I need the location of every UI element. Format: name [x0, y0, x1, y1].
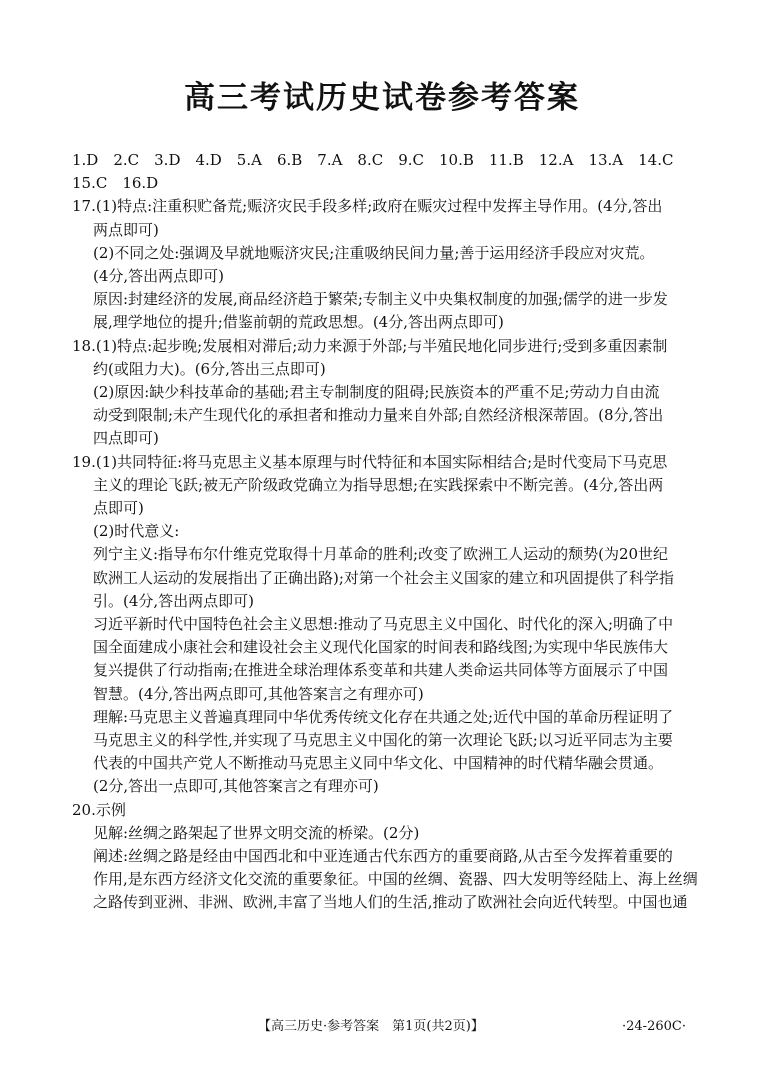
text-line: 点即可): [93, 499, 144, 517]
text-line: (2)不同之处:强调及早就地赈济灾民;注重吸纳民间力量;善于运用经济手段应对灾荒。: [93, 243, 655, 262]
text-line: 15.C 16.D: [72, 174, 159, 193]
footer-page-info: 【高三历史·参考答案 第1页(共2页)】: [258, 1019, 484, 1034]
text-line: 理解:马克思主义普遍真理同中华优秀传统文化存在共通之处;近代中国的革命历程证明了: [93, 707, 674, 726]
text-line: 1.D 2.C 3.D 4.D 5.A 6.B 7.A 8.C 9.C 10.B 11.B 12.A 13.A 14.C: [72, 151, 674, 169]
text-line: 马克思主义的科学性,并实现了马克思主义中国化的第一次理论飞跃;以习近平同志为主要: [93, 731, 673, 749]
text-line: (2分,答出一点即可,其他答案言之有理亦可): [93, 777, 379, 796]
text-line: 代表的中国共产党人不断推动马克思主义同中华文化、中国精神的时代精华融会贯通。: [93, 754, 664, 773]
page-title: 高三考试历史试卷参考答案: [184, 80, 580, 116]
text-line: 17.(1)特点:注重积贮备荒;赈济灾民手段多样;政府在赈灾过程中发挥主导作用。(4分,答出: [72, 197, 663, 216]
text-line: 20.示例: [72, 800, 126, 819]
text-line: 智慧。(4分,答出两点即可,其他答案言之有理亦可): [93, 684, 424, 703]
text-line: 主义的理论飞跃;被无产阶级政党确立为指导思想;在实践探索中不断完善。(4分,答出两: [93, 475, 664, 494]
text-line: (4分,答出两点即可): [93, 267, 225, 285]
text-line: 国全面建成小康社会和建设社会主义现代化国家的时间表和路线图;为实现中华民族伟大: [93, 638, 669, 657]
text-line: 四点即可): [93, 429, 159, 448]
text-line: 作用,是东西方经济文化交流的重要象征。中国的丝绸、瓷器、四大发明等经陆上、海上丝绸: [93, 870, 698, 889]
text-line: 复兴提供了行动指南;在推进全球治理体系变革和共建人类命运共同体等方面展示了中国: [93, 661, 669, 680]
text-line: 习近平新时代中国特色社会主义思想:推动了马克思主义中国化、时代化的深入;明确了中: [93, 615, 674, 633]
text-line: 约(或阻力大)。(6分,答出三点即可): [93, 359, 326, 378]
footer-code: ·24-260C·: [622, 1019, 686, 1034]
text-line: 动受到限制;未产生现代化的承担者和推动力量来自外部;自然经济根深蒂固。(8分,答出: [93, 406, 664, 425]
text-line: 列宁主义:指导布尔什维克党取得十月革命的胜利;改变了欧洲工人运动的颓势(为20世纪: [93, 545, 669, 564]
text-line: (2)时代意义:: [93, 522, 180, 541]
text-line: (2)原因:缺少科技革命的基础;君主专制制度的阻碍;民族资本的严重不足;劳动力自由流: [93, 383, 660, 401]
text-line: 18.(1)特点:起步晚;发展相对滞后;动力来源于外部;与半殖民地化同步进行;受到多重因素制: [72, 336, 668, 355]
text-line: 之路传到亚洲、非洲、欧洲,丰富了当地人们的生活,推动了欧洲社会向近代转型。中国也通: [93, 893, 688, 912]
text-line: 引。(4分,答出两点即可): [93, 591, 255, 610]
text-line: 阐述:丝绸之路是经由中国西北和中亚连通古代东西方的重要商路,从古至今发挥着重要的: [93, 847, 673, 865]
text-line: 欧洲工人运动的发展指出了正确出路);对第一个社会主义国家的建立和巩固提供了科学指: [93, 568, 674, 587]
text-line: 展,理学地位的提升;借鉴前朝的荒政思想。(4分,答出两点即可): [93, 313, 504, 332]
text-line: 见解:丝绸之路架起了世界文明交流的桥梁。(2分): [93, 823, 420, 842]
text-line: 原因:封建经济的发展,商品经济趋于繁荣;专制主义中央集权制度的加强;儒学的进一步发: [93, 290, 668, 309]
text-line: 两点即可): [93, 220, 159, 239]
text-line: 19.(1)共同特征:将马克思主义基本原理与时代特征和本国实际相结合;是时代变局下马克思: [72, 452, 668, 471]
